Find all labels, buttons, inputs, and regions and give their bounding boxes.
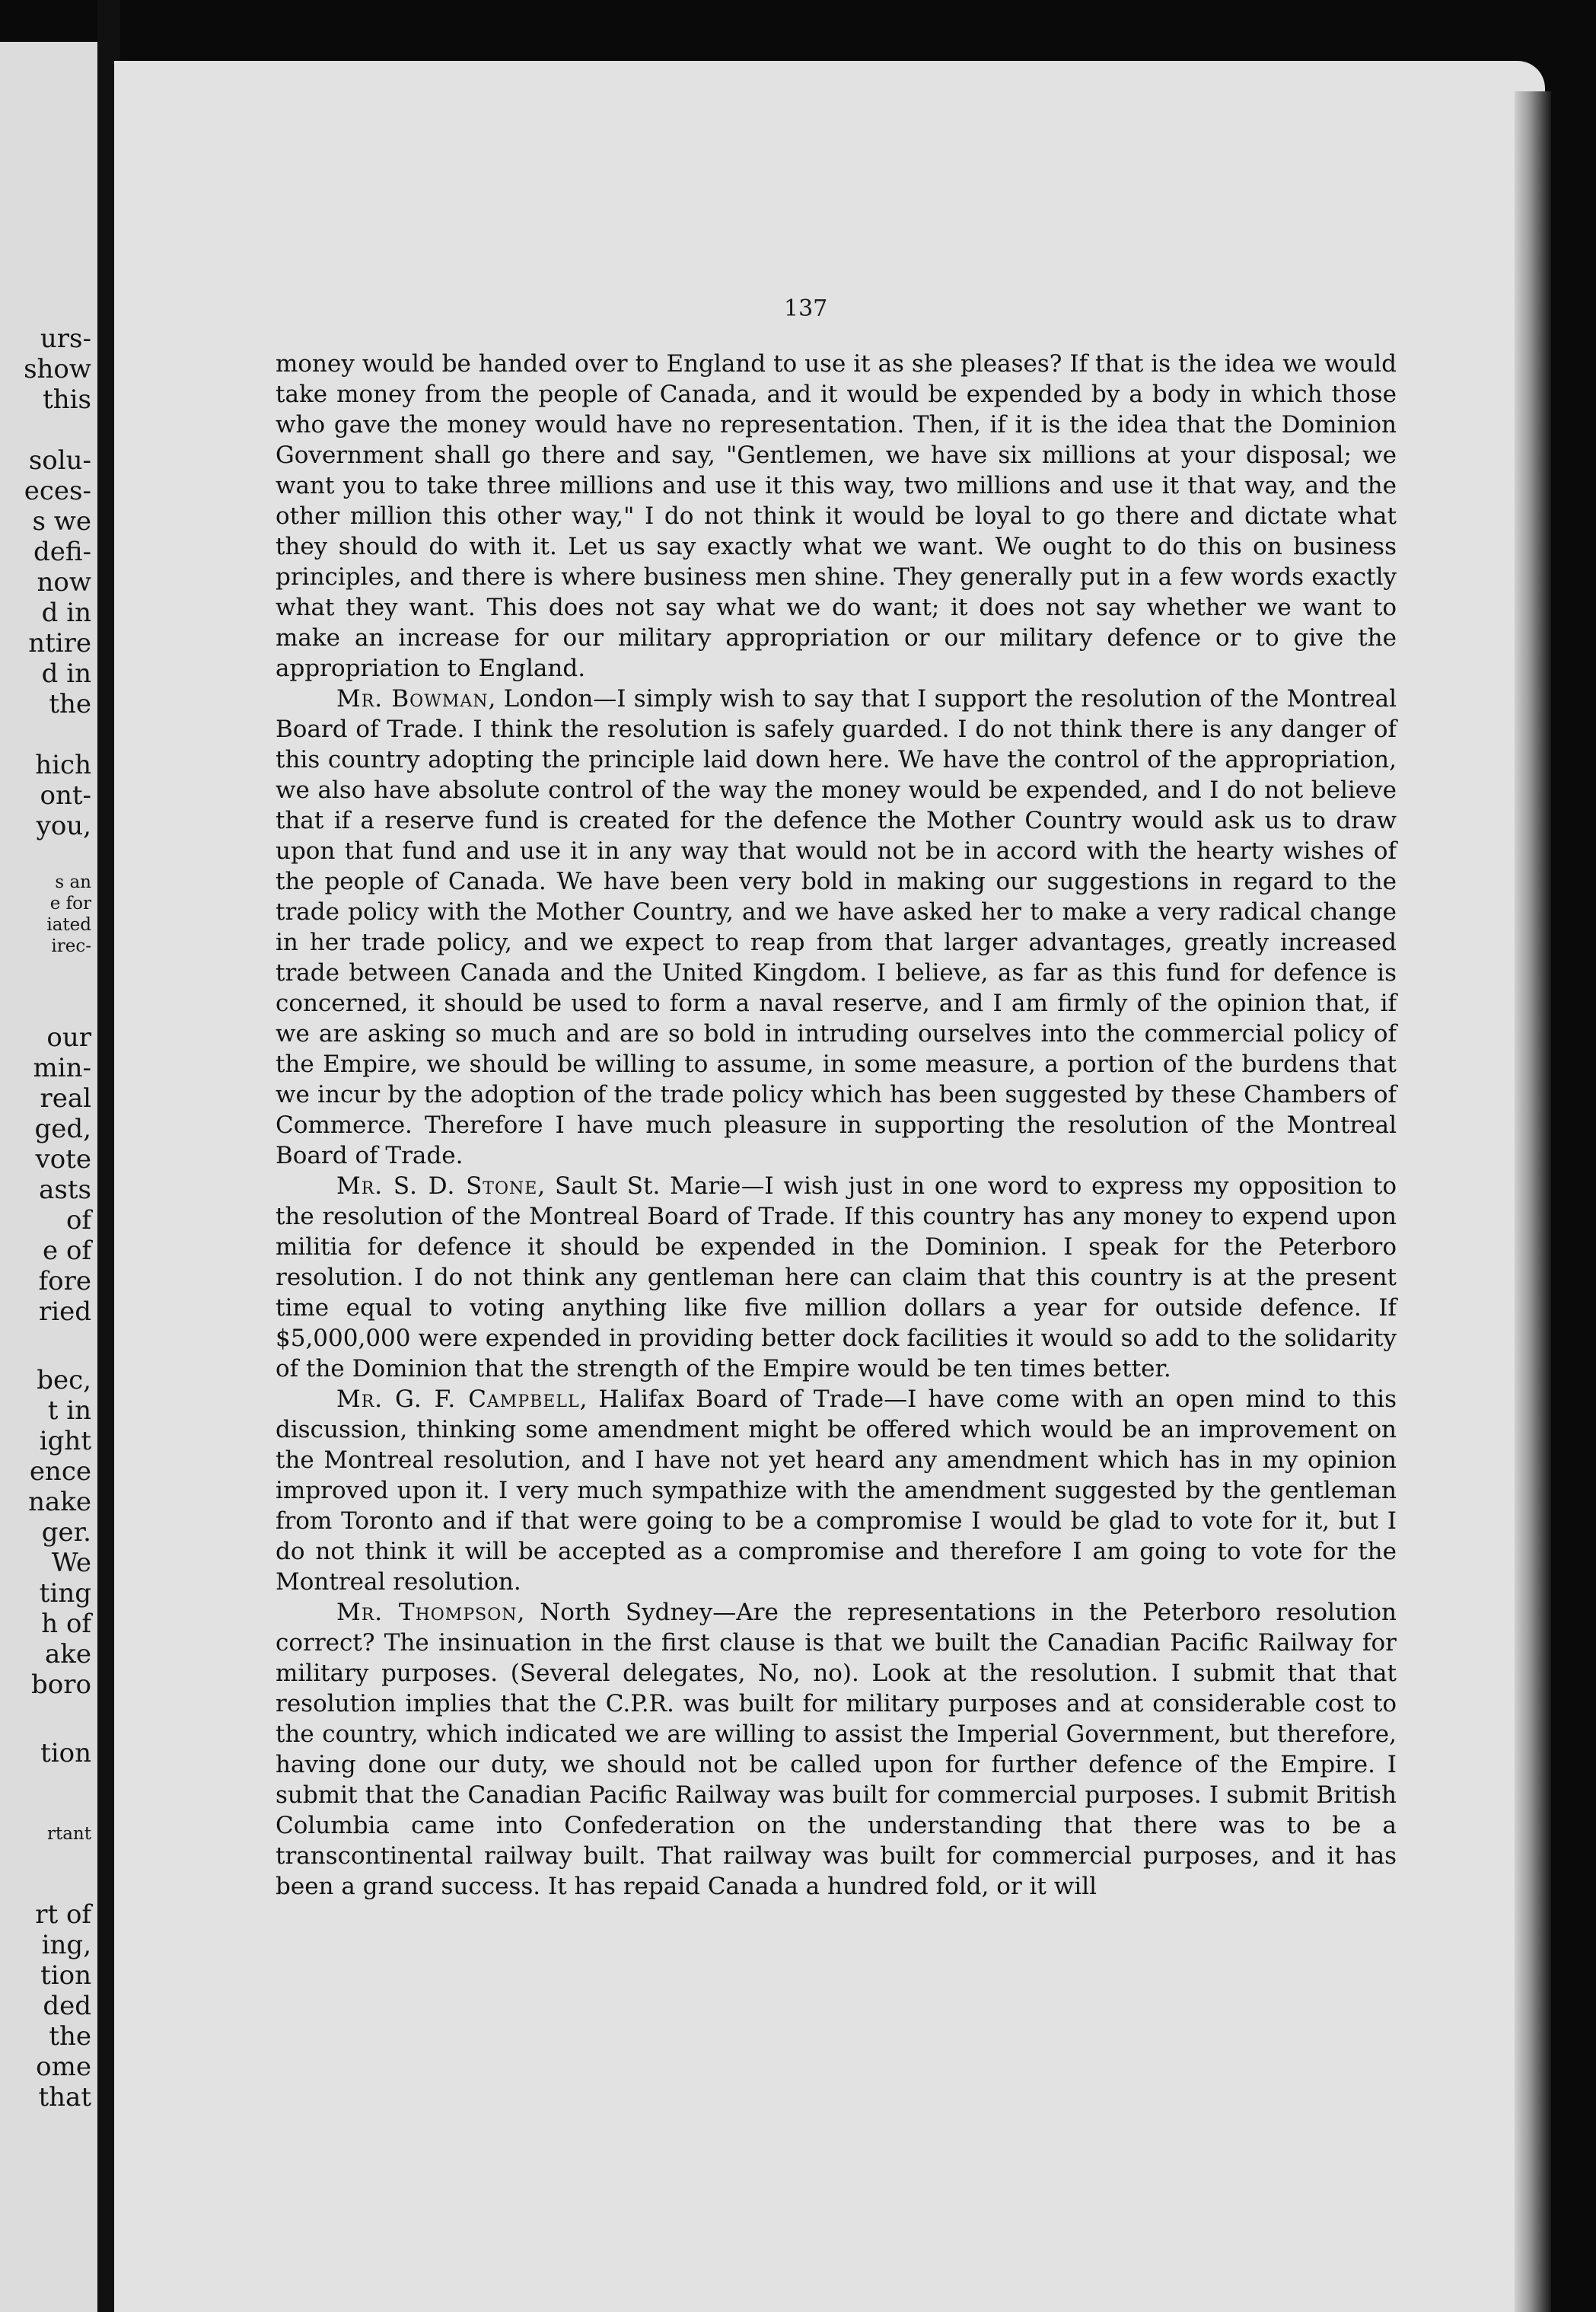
margin-fragment: nake [28, 1487, 91, 1517]
speaker-name: Mr. S. D. Stone [336, 1172, 538, 1200]
margin-fragment: min- [33, 1053, 91, 1083]
margin-fragment: tion [40, 1738, 91, 1768]
margin-fragment: ing, [41, 1930, 91, 1960]
page-number: 137 [784, 295, 828, 322]
margin-fragment: solu- [28, 445, 91, 476]
margin-fragment: this [43, 384, 91, 415]
paragraph-text: , Sault St. Marie—I wish just in one word to express my opposition to the resolution of the Montreal Board of Trade. If this country has any money to expend upon militia for defence it should be expended in the Dominion. I speak for the Peterboro resolution. I do not think any gentleman here can claim that this country is at the present time equal to voting anything like five million dollars a year for outside defence. If $5,000,000 were expended in providing better dock facilities it would so add to the solidarity of the Dominion that the strength of the Empire would be ten times better. [276, 1172, 1397, 1382]
margin-fragment: ight [39, 1426, 91, 1456]
margin-fragment: h of [41, 1609, 91, 1639]
margin-fragment: s an [55, 872, 91, 892]
speaker-name: Mr. Thompson [336, 1599, 518, 1626]
margin-fragment: ried [38, 1296, 91, 1327]
margin-fragment: vote [35, 1144, 91, 1175]
margin-fragment: ont- [40, 780, 91, 811]
margin-fragment: the [49, 689, 91, 719]
paragraph-text: , North Sydney—Are the representations in the Peterboro resolution correct? The insinuation in the first clause is that we built the Canadian Pacific Railway for military purposes. (Several delegates, No, no). Look at the resolution. I submit that that resolution implies that the C.P.R. was built for military purposes and at considerable cost to the country, which indicated we are willing to assist the Imperial Government, but therefore, having done our duty, we should not be called upon for further defence of the Empire. I submit that the Canadian Pacific Railway was built for commercial purposes. I submit British Columbia came into Confederation on the understanding that there was to be a transcontinental railway built. That railway was built for commercial purposes, and it has been a grand success. It has repaid Canada a hundred fold, or it will [276, 1599, 1397, 1900]
margin-fragment: irec- [51, 936, 91, 956]
margin-fragment: rtant [46, 1824, 91, 1844]
body-text [276, 349, 1397, 1902]
margin-fragment: ged, [34, 1114, 91, 1144]
margin-fragment: of [65, 1205, 91, 1236]
margin-fragment: d in [41, 598, 91, 628]
speaker-name: Mr. G. F. Campbell [336, 1386, 580, 1413]
speech-stone [276, 1171, 1397, 1384]
speaker-name: Mr. Bowman [336, 685, 489, 713]
margin-fragment: ded [43, 1991, 91, 2021]
page-edge-shadow [1515, 91, 1551, 2312]
main-page [114, 61, 1545, 2312]
margin-fragment: We [51, 1548, 91, 1578]
margin-fragment: boro [31, 1669, 91, 1700]
margin-fragment: d in [41, 659, 91, 689]
margin-fragment: you, [36, 811, 91, 841]
margin-fragment: eces- [24, 476, 91, 506]
margin-fragment: show [24, 354, 91, 384]
margin-fragment: real [40, 1083, 91, 1114]
speech-thompson [276, 1597, 1397, 1902]
margin-fragment: the [49, 2021, 91, 2052]
margin-fragment: ting [39, 1578, 91, 1609]
margin-fragment: urs- [40, 324, 91, 354]
margin-fragment: e for [49, 894, 91, 914]
margin-fragment: ntire [28, 628, 91, 659]
margin-fragment: that [38, 2082, 91, 2113]
paragraph-continuation [276, 349, 1397, 684]
speech-campbell [276, 1384, 1397, 1597]
margin-fragment: iated [46, 915, 91, 935]
margin-fragment: ake [45, 1639, 91, 1669]
margin-fragment: tion [40, 1960, 91, 1991]
margin-fragment: ome [36, 2052, 91, 2082]
paragraph-text: , Halifax Board of Trade—I have come with an open mind to this discussion, thinking some amendment might be offered which would be an improvement on the Montreal resolution, and I have not yet heard any amendment which has in my opinion improved upon it. I very much sympathize with the amendment suggested by the gentleman from Toronto and if that were going to be a compromise I would be glad to vote for it, but I do not think it will be accepted as a compromise and therefore I am going to vote for the Montreal resolution. [276, 1386, 1397, 1596]
margin-fragment: hich [35, 750, 91, 780]
margin-fragment: e of [43, 1236, 91, 1266]
paragraph-text: , London—I simply wish to say that I support the resolution of the Montreal Board of Trade. I think the resolution is safely guarded. I do not think there is any danger of this country adopting the principle laid down here. We have the control of the appropriation, we also have absolute control of the way the money would be expended, and I do not believe that if a reserve fund is created for the defence the Mother Country would ask us to draw upon that fund and use it in any way that would not be in accord with the hearty wishes of the people of Canada. We have been very bold in making our suggestions in regard to the trade policy with the Mother Country, and we have asked her to make a very radical change in her trade policy, and we expect to reap from that larger advantages, greatly increased trade between Canada and the United Kingdom. I believe, as far as this fund for defence is concerned, it should be used to form a naval reserve, and I am firmly of the opinion that, if we are asking so much and are so bold in intruding ourselves into the commercial policy of the Empire, we should be willing to assume, in some measure, a portion of the burdens that we incur by the adoption of the trade policy which has been suggested by these Chambers of Commerce. Therefore I have much pleasure in supporting the resolution of the Montreal Board of Trade. [276, 685, 1397, 1169]
margin-fragment: bec, [37, 1365, 91, 1395]
paragraph-text: money would be handed over to England to use it as she pleases? If that is the idea we would take money from the people of Canada, and it would be expended by a body in which those who gave the money would have no representation. Then, if it is the idea that the Dominion Government shall go there and say, "Gentlemen, we have six millions at your disposal; we want you to take three millions and use it this way, two millions and use it that way, and the other million this other way," I do not think it would be loyal to go there and dictate what they should do with it. Let us say exactly what we want. We ought to do this on business principles, and there is where business men shine. They generally put in a few words exactly what they want. This does not say what we do want; it does not say whether we want to make an increase for our military appropriation or our military defence or to give the appropriation to England. [276, 350, 1397, 682]
margin-fragment: now [37, 567, 91, 598]
margin-fragment: ger. [41, 1517, 91, 1548]
margin-fragment: ence [29, 1456, 91, 1487]
margin-fragment: fore [38, 1266, 91, 1296]
margin-fragment: asts [39, 1175, 91, 1205]
margin-fragment: defi- [33, 537, 91, 567]
speech-bowman [276, 684, 1397, 1171]
left-facing-page [0, 42, 97, 2312]
margin-fragment: rt of [35, 1899, 91, 1930]
margin-fragment: t in [47, 1395, 91, 1426]
margin-fragment: s we [32, 506, 91, 537]
margin-fragment: our [46, 1022, 91, 1053]
